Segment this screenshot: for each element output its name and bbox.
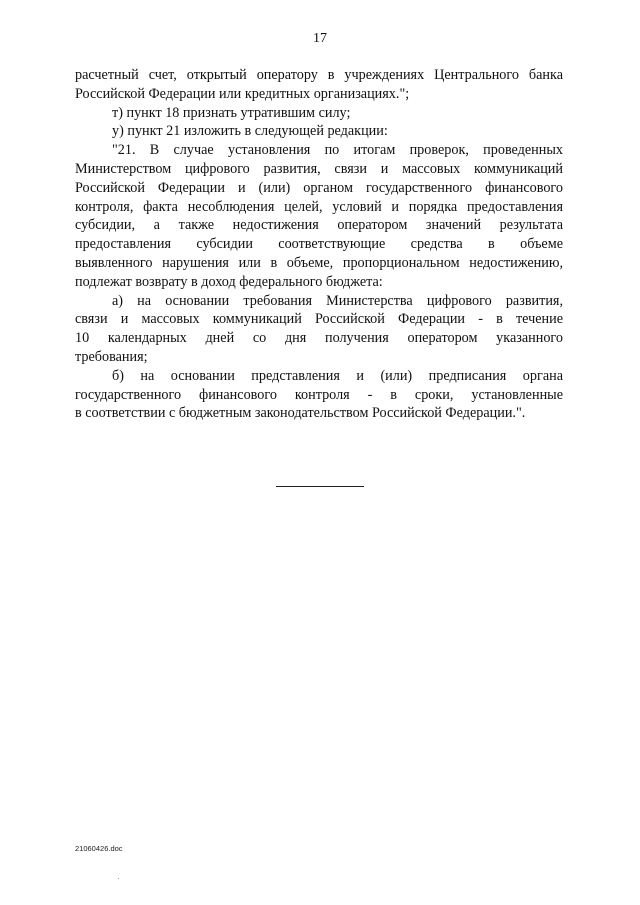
text-line: 10 календарных дней со дня получения оператором указанного xyxy=(75,330,563,347)
text-line: выявленного нарушения или в объеме, пропорциональном недостижению, xyxy=(75,254,563,271)
page-number: 17 xyxy=(313,31,327,46)
footer-filename: 21060426.doc xyxy=(75,844,123,853)
text-line: в соответствии с бюджетным законодательством Российской Федерации.". xyxy=(75,405,526,422)
text-line: у) пункт 21 изложить в следующей редакции: xyxy=(112,123,388,140)
text-line: государственного финансового контроля - в сроки, установленные xyxy=(75,386,563,403)
text-line: б) на основании представления и (или) предписания органа xyxy=(112,367,563,384)
text-line: Российской Федерации и (или) органом государственного финансового xyxy=(75,179,563,196)
text-line: расчетный счет, открытый оператору в учреждениях Центрального банка xyxy=(75,67,563,83)
text-line: требования; xyxy=(75,348,148,365)
text-line: Российской Федерации или кредитных организациях."; xyxy=(75,85,410,102)
text-line: т) пункт 18 признать утратившим силу; xyxy=(112,104,351,121)
text-line: подлежат возврату в доход федерального бюджета: xyxy=(75,273,383,290)
text-line: субсидии, а также недостижения оператором значений результата xyxy=(75,217,563,234)
document-body xyxy=(75,66,563,423)
text-line: Министерством цифрового развития, связи и массовых коммуникаций xyxy=(75,160,563,177)
text-line: связи и массовых коммуникаций Российской Федерации - в течение xyxy=(75,311,563,328)
text-line: а) на основании требования Министерства цифрового развития, xyxy=(112,292,563,309)
end-separator-line xyxy=(276,486,364,487)
text-line: предоставления субсидии соответствующие средства в объеме xyxy=(75,236,563,253)
text-line: "21. В случае установления по итогам проверок, проведенных xyxy=(112,142,563,159)
scan-speck xyxy=(118,878,119,879)
text-line: контроля, факта несоблюдения целей, условий и порядка предоставления xyxy=(75,198,563,215)
